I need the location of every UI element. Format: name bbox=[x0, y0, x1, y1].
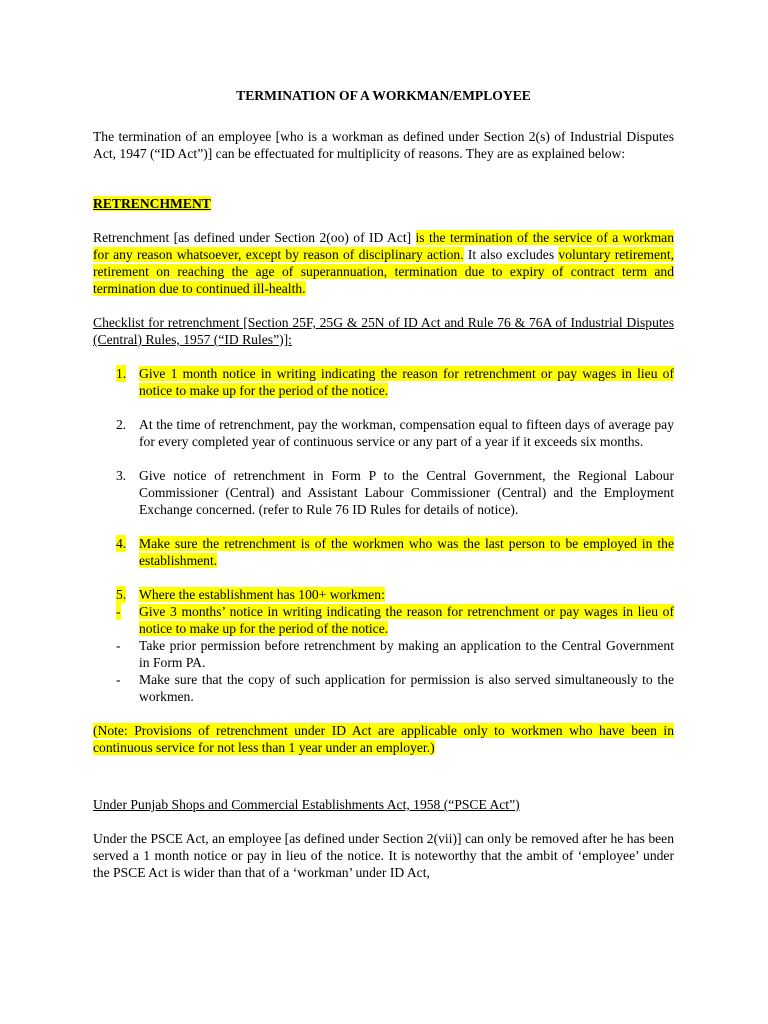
sub-item-text: Make sure that the copy of such application for permission is also served simultaneously to the workmen. bbox=[139, 672, 674, 704]
checklist-item-1 bbox=[93, 365, 674, 399]
item-number: 5. bbox=[116, 587, 127, 602]
document-body bbox=[93, 87, 674, 881]
sub-item-text: Give 3 months’ notice in writing indicating the reason for retrenchment or pay wages in lieu of notice to make up for the period of the notice. bbox=[139, 604, 674, 636]
sub-checklist bbox=[116, 603, 674, 705]
checklist-heading: Checklist for retrenchment [Section 25F, 25G & 25N of ID Act and Rule 76 & 76A of Industrial Disputes (Central) Rules, 1957 (“ID Rules”)]: bbox=[93, 315, 674, 347]
sub-item-3 bbox=[116, 671, 674, 705]
dash-marker: - bbox=[116, 672, 121, 687]
item-number: 1. bbox=[116, 366, 127, 381]
item-number: 3. bbox=[116, 468, 127, 483]
sub-item-text: Take prior permission before retrenchment by making an application to the Central Government in Form PA. bbox=[139, 638, 674, 670]
item-number: 4. bbox=[116, 536, 127, 551]
definition-highlight-2: voluntary retirement, retirement on reaching the age of superannuation, termination due to expiry of contract term and termination due to continued ill-health. bbox=[93, 247, 674, 296]
item-number: 2. bbox=[116, 417, 127, 432]
section-heading bbox=[93, 195, 674, 212]
psce-paragraph: Under the PSCE Act, an employee [as defined under Section 2(vii)] can only be removed after he has been served a 1 month notice or pay in lieu of the notice. It is noteworthy that the ambit of ‘employee’ under the PSCE Act is wider than that of a ‘workman’ under ID Act, bbox=[93, 831, 674, 880]
item-text: Give notice of retrenchment in Form P to the Central Government, the Regional Labour Commissioner (Central) and Assistant Labour Commissioner (Central) and the Employment Exchange concerned. (refer to Rule 76 ID Rules for details of notice). bbox=[139, 468, 674, 517]
definition-paragraph bbox=[93, 229, 674, 297]
checklist-item-2 bbox=[93, 416, 674, 450]
intro-paragraph: The termination of an employee [who is a workman as defined under Section 2(s) of Industrial Disputes Act, 1947 (“ID Act”)] can be effectuated for multiplicity of reasons. They are as explained below: bbox=[93, 129, 674, 161]
document-title: TERMINATION OF A WORKMAN/EMPLOYEE bbox=[236, 88, 531, 103]
definition-part3: It also excludes bbox=[463, 247, 559, 262]
definition-highlight-1: is the termination of the service of a workman for any reason whatsoever, except by reason of disciplinary action. bbox=[93, 230, 675, 262]
definition-part1: Retrenchment [as defined under Section 2(oo) of ID Act] bbox=[93, 230, 416, 245]
dash-marker: - bbox=[116, 604, 121, 619]
checklist-item-3 bbox=[93, 467, 674, 518]
sub-item-2 bbox=[116, 637, 674, 671]
note-paragraph bbox=[93, 722, 674, 756]
checklist bbox=[93, 365, 674, 705]
item-text: Give 1 month notice in writing indicating the reason for retrenchment or pay wages in lieu of notice to make up for the period of the notice. bbox=[139, 366, 674, 398]
item-text: Where the establishment has 100+ workmen: bbox=[139, 587, 385, 602]
item-text: Make sure the retrenchment is of the workmen who was the last person to be employed in the establishment. bbox=[139, 536, 674, 568]
dash-marker: - bbox=[116, 638, 121, 653]
checklist-item-4 bbox=[93, 535, 674, 569]
retrenchment-heading: RETRENCHMENT bbox=[93, 196, 211, 211]
psce-heading: Under Punjab Shops and Commercial Establishments Act, 1958 (“PSCE Act”) bbox=[93, 797, 520, 812]
item-text: At the time of retrenchment, pay the workman, compensation equal to fifteen days of average pay for every completed year of continuous service or any part of a year if it exceeds six months. bbox=[139, 417, 674, 449]
sub-item-1 bbox=[116, 603, 674, 637]
note-text: (Note: Provisions of retrenchment under ID Act are applicable only to workmen who have been in continuous service for not less than 1 year under an employer.) bbox=[93, 723, 674, 755]
checklist-item-5 bbox=[93, 586, 674, 705]
